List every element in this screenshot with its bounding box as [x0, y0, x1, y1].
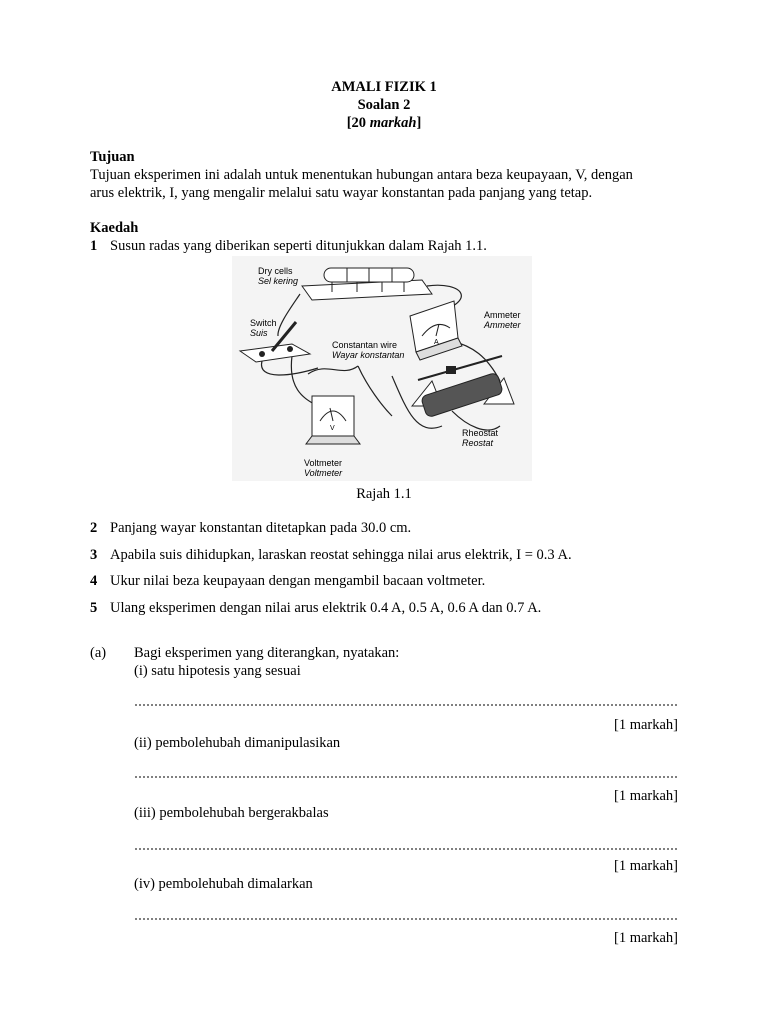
label-wayar-konstantan: Wayar konstantan	[332, 350, 405, 360]
step-text: Apabila suis dihidupkan, laraskan reostat sehingga nilai arus elektrik, I = 0.3 A.	[110, 547, 572, 563]
label-suis: Suis	[250, 328, 268, 338]
method-step-2	[90, 519, 411, 537]
answer-line-ii[interactable]	[134, 776, 678, 778]
step-number: 3	[90, 547, 98, 563]
step-number: 2	[90, 520, 98, 536]
voltmeter-dial-label: V	[330, 425, 335, 432]
answer-line-i[interactable]	[134, 704, 678, 706]
label-rheostat: Rheostat	[462, 428, 499, 438]
aim-line-1: Tujuan eksperimen ini adalah untuk menentukan hubungan antara beza keupayaan, V, dengan	[90, 167, 633, 183]
method-step-5	[90, 599, 541, 617]
aim-heading: Tujuan	[90, 149, 135, 165]
total-marks	[0, 114, 768, 132]
apparatus-diagram	[232, 256, 532, 481]
part-ii-marks: [1 markah]	[613, 788, 678, 804]
method-heading: Kaedah	[90, 220, 139, 236]
method-step-4	[90, 572, 485, 590]
method-step-3	[90, 546, 572, 564]
step-text: Susun radas yang diberikan seperti ditunjukkan dalam Rajah 1.1.	[110, 238, 487, 254]
step-text: Ukur nilai beza keupayaan dengan mengambil bacaan voltmeter.	[110, 573, 486, 589]
label-ammeter-ms: Ammeter	[484, 320, 521, 330]
question-number: Soalan 2	[357, 97, 411, 113]
label-sel-kering: Sel kering	[258, 276, 299, 286]
marks-word: markah	[369, 115, 417, 131]
label-voltmeter: Voltmeter	[304, 458, 343, 468]
question-a-intro: Bagi eksperimen yang diterangkan, nyatakan:	[134, 645, 400, 661]
label-constantan-wire: Constantan wire	[332, 340, 398, 350]
aim-line-2: arus elektrik, I, yang mengalir melalui satu wayar konstantan pada panjang yang tetap.	[90, 185, 593, 201]
part-iii-marks: [1 markah]	[613, 858, 678, 874]
step-number: 1	[90, 238, 98, 254]
step-number: 4	[90, 573, 98, 589]
step-text: Panjang wayar konstantan ditetapkan pada 30.0 cm.	[110, 520, 412, 536]
part-iii-text: (iii) pembolehubah bergerakbalas	[134, 805, 329, 821]
answer-line-iii[interactable]	[134, 848, 678, 850]
label-voltmeter-ms: Voltmeter	[304, 468, 343, 478]
step-number: 5	[90, 600, 98, 616]
part-iv-marks: [1 markah]	[613, 930, 678, 946]
label-switch: Switch	[250, 318, 277, 328]
part-i-text: (i) satu hipotesis yang sesuai	[134, 663, 301, 679]
document-title: AMALI FIZIK 1	[331, 79, 437, 95]
part-ii-text: (ii) pembolehubah dimanipulasikan	[134, 735, 341, 751]
method-step-1	[90, 237, 487, 255]
figure-caption: Rajah 1.1	[356, 486, 412, 502]
question-a-label: (a)	[90, 645, 107, 661]
label-reostat: Reostat	[462, 438, 494, 448]
step-text: Ulang eksperimen dengan nilai arus elektrik 0.4 A, 0.5 A, 0.6 A dan 0.7 A.	[110, 600, 542, 616]
ammeter-dial-label: A	[434, 339, 439, 346]
label-dry-cells: Dry cells	[258, 266, 293, 276]
marks-close: ]	[416, 115, 422, 131]
part-iv-text: (iv) pembolehubah dimalarkan	[134, 876, 313, 892]
label-ammeter: Ammeter	[484, 310, 521, 320]
voltmeter-drawing	[306, 396, 360, 444]
marks-open: [20	[346, 115, 370, 131]
part-i-marks: [1 markah]	[613, 717, 678, 733]
answer-line-iv[interactable]	[134, 918, 678, 920]
